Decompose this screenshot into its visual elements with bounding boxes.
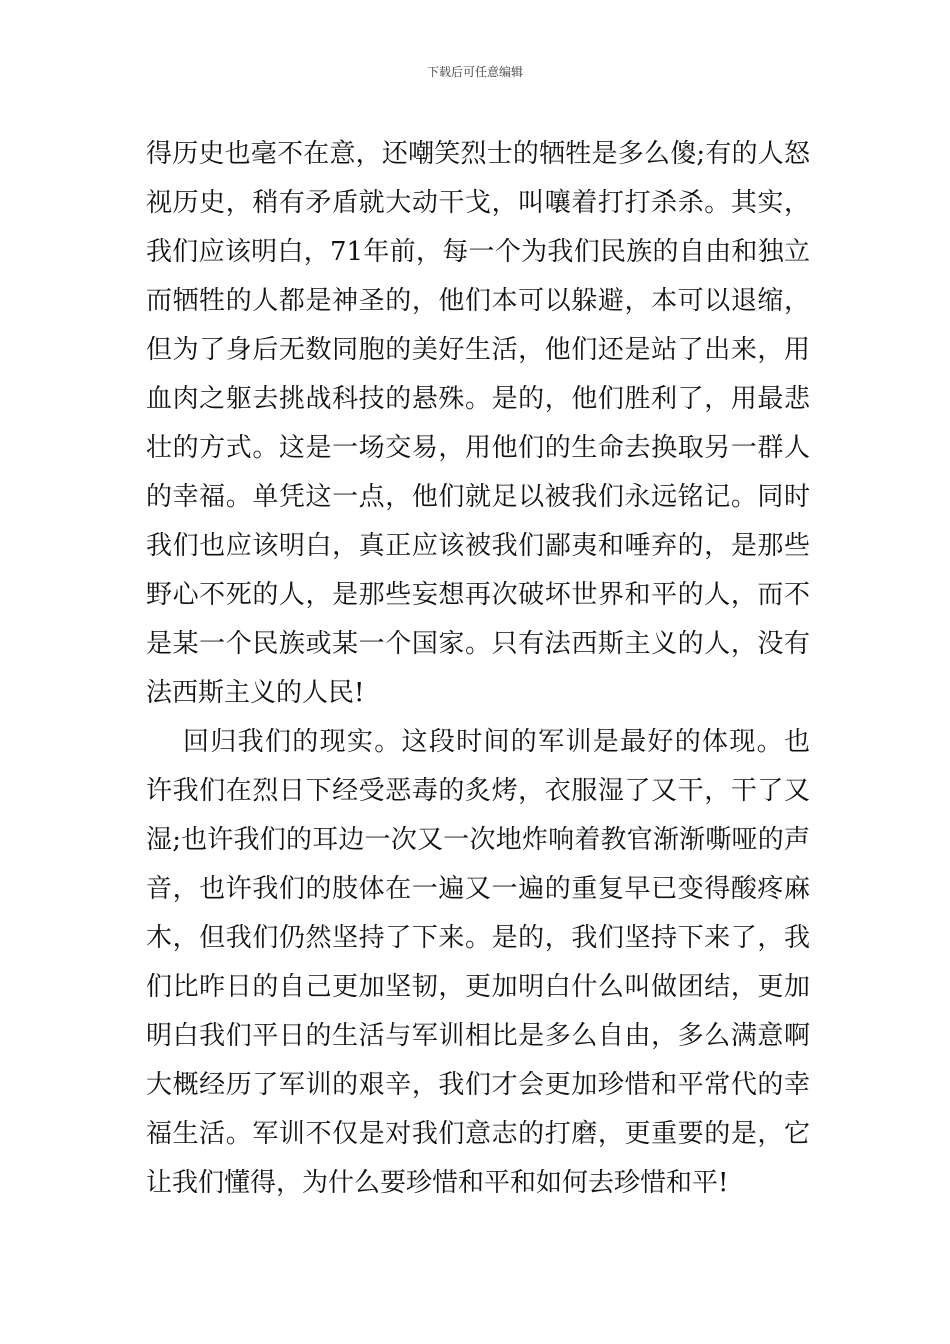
paragraph-line: 的幸福。单凭这一点，他们就足以被我们永远铭记。同时 xyxy=(146,482,810,512)
paragraph-line: 许我们在烈日下经受恶毒的炙烤，衣服湿了又干，干了又 xyxy=(146,776,810,806)
paragraph-1 xyxy=(146,130,810,718)
paragraph-line: 壮的方式。这是一场交易，用他们的生命去换取另一群人 xyxy=(146,433,810,463)
document-body xyxy=(146,130,810,1208)
page-header: 下载后可任意编辑 xyxy=(426,65,523,79)
paragraph-line: 大概经历了军训的艰辛，我们才会更加珍惜和平常代的幸 xyxy=(146,1070,810,1100)
paragraph-line: 湿;也许我们的耳边一次又一次地炸响着教官渐渐嘶哑的声 xyxy=(146,825,810,855)
paragraph-2 xyxy=(146,718,810,1208)
paragraph-line: 回归我们的现实。这段时间的军训是最好的体现。也 xyxy=(183,727,810,757)
paragraph-line: 们比昨日的自己更加坚韧，更加明白什么叫做团结，更加 xyxy=(146,972,810,1002)
paragraph-line: 音，也许我们的肢体在一遍又一遍的重复早已变得酸疼麻 xyxy=(146,874,810,904)
paragraph-line: 法西斯主义的人民! xyxy=(146,678,365,708)
paragraph-line: 视历史，稍有矛盾就大动干戈，叫嚷着打打杀杀。其实， xyxy=(146,188,810,218)
paragraph-line: 但为了身后无数同胞的美好生活，他们还是站了出来，用 xyxy=(146,335,810,365)
paragraph-line: 我们应该明白，71年前，每一个为我们民族的自由和独立 xyxy=(146,237,810,267)
paragraph-line: 福生活。军训不仅是对我们意志的打磨，更重要的是，它 xyxy=(146,1119,810,1149)
paragraph-line: 木，但我们仍然坚持了下来。是的，我们坚持下来了，我 xyxy=(146,923,810,953)
paragraph-line: 得历史也毫不在意，还嘲笑烈士的牺牲是多么傻;有的人怒 xyxy=(146,139,810,169)
paragraph-line: 明白我们平日的生活与军训相比是多么自由，多么满意啊 xyxy=(146,1021,810,1051)
paragraph-line: 血肉之躯去挑战科技的悬殊。是的，他们胜利了，用最悲 xyxy=(146,384,810,414)
paragraph-line: 而牺牲的人都是神圣的，他们本可以躲避，本可以退缩， xyxy=(146,286,810,316)
paragraph-line: 是某一个民族或某一个国家。只有法西斯主义的人，没有 xyxy=(146,629,810,659)
paragraph-line: 野心不死的人，是那些妄想再次破坏世界和平的人，而不 xyxy=(146,580,810,610)
paragraph-line: 让我们懂得，为什么要珍惜和平和如何去珍惜和平! xyxy=(146,1168,729,1198)
paragraph-line: 我们也应该明白，真正应该被我们鄙夷和唾弃的，是那些 xyxy=(146,531,810,561)
